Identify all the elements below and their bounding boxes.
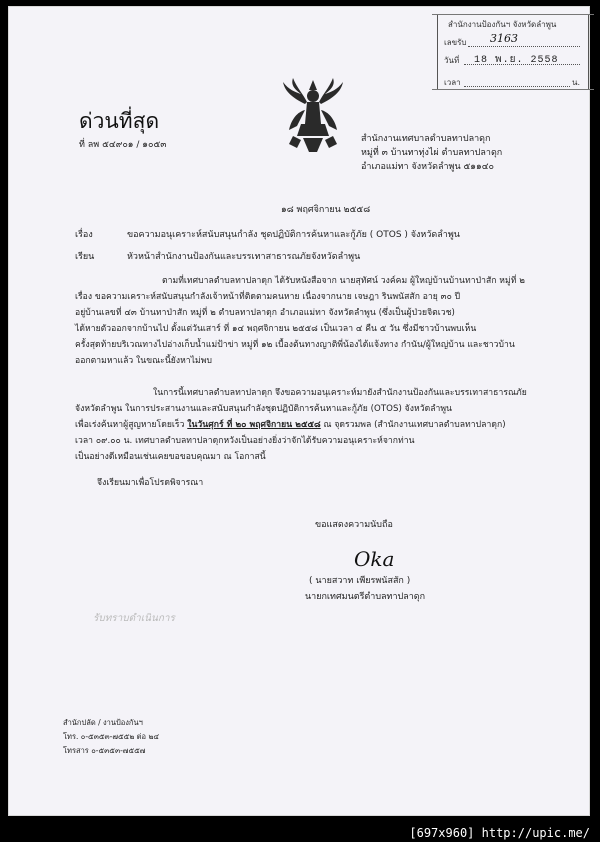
body-paragraph1-line-4: ได้หายตัวออกจากบ้านไป ตั้งแต่วันเสาร์ ที่ ๑๔ พฤศจิกายน ๒๕๕๘ เป็นเวลา ๔ คืน ๕ วัน ซึ่งมีชาวบ้านพบเห็น bbox=[75, 324, 477, 334]
stamp-office: สำนักงานป้องกันฯ จังหวัดลำพูน bbox=[448, 20, 557, 29]
body-paragraph1-line-2: เรื่อง ขอความเคราะห์สนับสนุนกำลังเจ้าหน้าที่ติดตามคนหาย เนื่องจากนาย เจษฎา รินพนัสสัก อายุ ๓๐ ปี bbox=[75, 292, 461, 302]
urgency-heading: ด่วนที่สุด bbox=[79, 109, 160, 133]
footer-department: สำนักปลัด / งานป้องกันฯ bbox=[63, 718, 143, 727]
footer-fax: โทรสาร ๐-๕๓๕๓-๗๕๕๗ bbox=[63, 746, 146, 755]
body-paragraph2-line-5: เป็นอย่างดีเหมือนเช่นเคยขอขอบคุณมา ณ โอกาสนี้ bbox=[75, 452, 266, 462]
salutation: ขอแสดงความนับถือ bbox=[315, 520, 393, 530]
recipient-value: หัวหน้าสำนักงานป้องกันและบรรเทาสาธารณภัยจังหวัดลำพูน bbox=[127, 252, 361, 262]
document-number: ที่ ลพ ๕๔๙๐๑ / ๑๐๕๓ bbox=[79, 140, 167, 150]
body-paragraph1-line-3: อยู่บ้านเลขที่ ๔๓ บ้านทาป่าสัก หมู่ที่ ๒ ตำบลทาปลาดุก อำเภอแม่ทา จังหวัดลำพูน (ซึ่งเป็นผู้ป่วยจิตเวช) bbox=[75, 308, 455, 318]
body-paragraph2-line-2: จังหวัดลำพูน ในการประสานงานและสนับสนุนกำลังชุดปฏิบัติการค้นหาและกู้ภัย (OTOS) จังหวัดลำพูน bbox=[75, 404, 452, 414]
image-watermark: [697x960] http://upic.me/ bbox=[409, 826, 590, 840]
footer-phone: โทร. ๐-๕๓๕๓-๗๕๕๒ ต่อ ๒๔ bbox=[63, 732, 160, 741]
line3-prefix: เพื่อเร่งค้นหาผู้สูญหายโดยเร็ว bbox=[75, 420, 188, 430]
document-page bbox=[8, 6, 590, 816]
handwritten-note: รับทราบดำเนินการ bbox=[93, 613, 175, 624]
stamp-received-number: 3163 bbox=[490, 32, 518, 45]
signatory-name: ( นายสวาท เพียรพนัสสัก ) bbox=[309, 576, 411, 586]
garuda-emblem-icon bbox=[271, 74, 355, 158]
closing-request: จึงเรียนมาเพื่อโปรดพิจารณา bbox=[97, 478, 204, 488]
stamp-date-label: วันที่ bbox=[444, 56, 460, 65]
signatory-position: นายกเทศมนตรีตำบลทาปลาดุก bbox=[305, 592, 426, 602]
receipt-stamp bbox=[437, 14, 589, 90]
body-paragraph1-line-5: ครั้งสุดท้ายบริเวณทางไปอ่างเก็บน้ำแม่ป้าข่า หมู่ที่ ๑๒ เบื้องต้นทางญาติพี่น้องได้แจ้งทาง กำนัน/ผู้ใหญ่บ้าน และชาวบ้าน bbox=[75, 340, 515, 350]
sender-address-line-3: อำเภอแม่ทา จังหวัดลำพูน ๕๑๑๔๐ bbox=[361, 162, 495, 172]
stamp-received-label: เลขรับ bbox=[444, 38, 467, 47]
recipient-label: เรียน bbox=[75, 252, 95, 262]
body-paragraph2-line-3 bbox=[75, 417, 506, 431]
stamp-date: 18 พ.ย. 2558 bbox=[474, 55, 559, 66]
stamp-time-unit: น. bbox=[572, 78, 581, 87]
body-paragraph2-line-1: ในการนี้เทศบาลตำบลทาปลาดุก จึงขอความอนุเคราะห์มายังสำนักงานป้องกันและบรรเทาสาธารณภัย bbox=[153, 388, 527, 398]
sender-address-line-1: สำนักงานเทศบาลตำบลทาปลาดุก bbox=[361, 134, 491, 144]
subject-label: เรื่อง bbox=[75, 230, 93, 240]
meeting-date-underlined: ในวันศุกร์ ที่ ๒๐ พฤศจิกายน ๒๕๕๘ bbox=[187, 420, 321, 430]
body-paragraph2-line-4: เวลา ๐๙.๐๐ น. เทศบาลตำบลทาปลาดุกหวังเป็นอย่างยิ่งว่าจักได้รับความอนุเคราะห์จากท่าน bbox=[75, 436, 415, 446]
stamp-time-label: เวลา bbox=[444, 78, 461, 87]
subject-value: ขอความอนุเคราะห์สนับสนุนกำลัง ชุดปฏิบัติการค้นหาและกู้ภัย ( OTOS ) จังหวัดลำพูน bbox=[127, 230, 460, 240]
body-paragraph1-line-6: ออกตามหาแล้ว ในขณะนี้ยังหาไม่พบ bbox=[75, 356, 212, 366]
letter-date: ๑๘ พฤศจิกายน ๒๕๕๘ bbox=[281, 205, 371, 215]
signature-scribble: Oka bbox=[354, 547, 395, 571]
line3-suffix: ณ จุดรวมพล (สำนักงานเทศบาลตำบลทาปลาดุก) bbox=[320, 420, 506, 430]
sender-address-line-2: หมู่ที่ ๓ บ้านทาทุ่งไผ่ ตำบลทาปลาดุก bbox=[361, 148, 503, 158]
body-paragraph1-line-1: ตามที่เทศบาลตำบลทาปลาดุก ได้รับหนังสือจาก นายสุทัศน์ วงค์คม ผู้ใหญ่บ้านบ้านทาป่าสัก หมู่ที่ ๒ bbox=[162, 276, 525, 286]
